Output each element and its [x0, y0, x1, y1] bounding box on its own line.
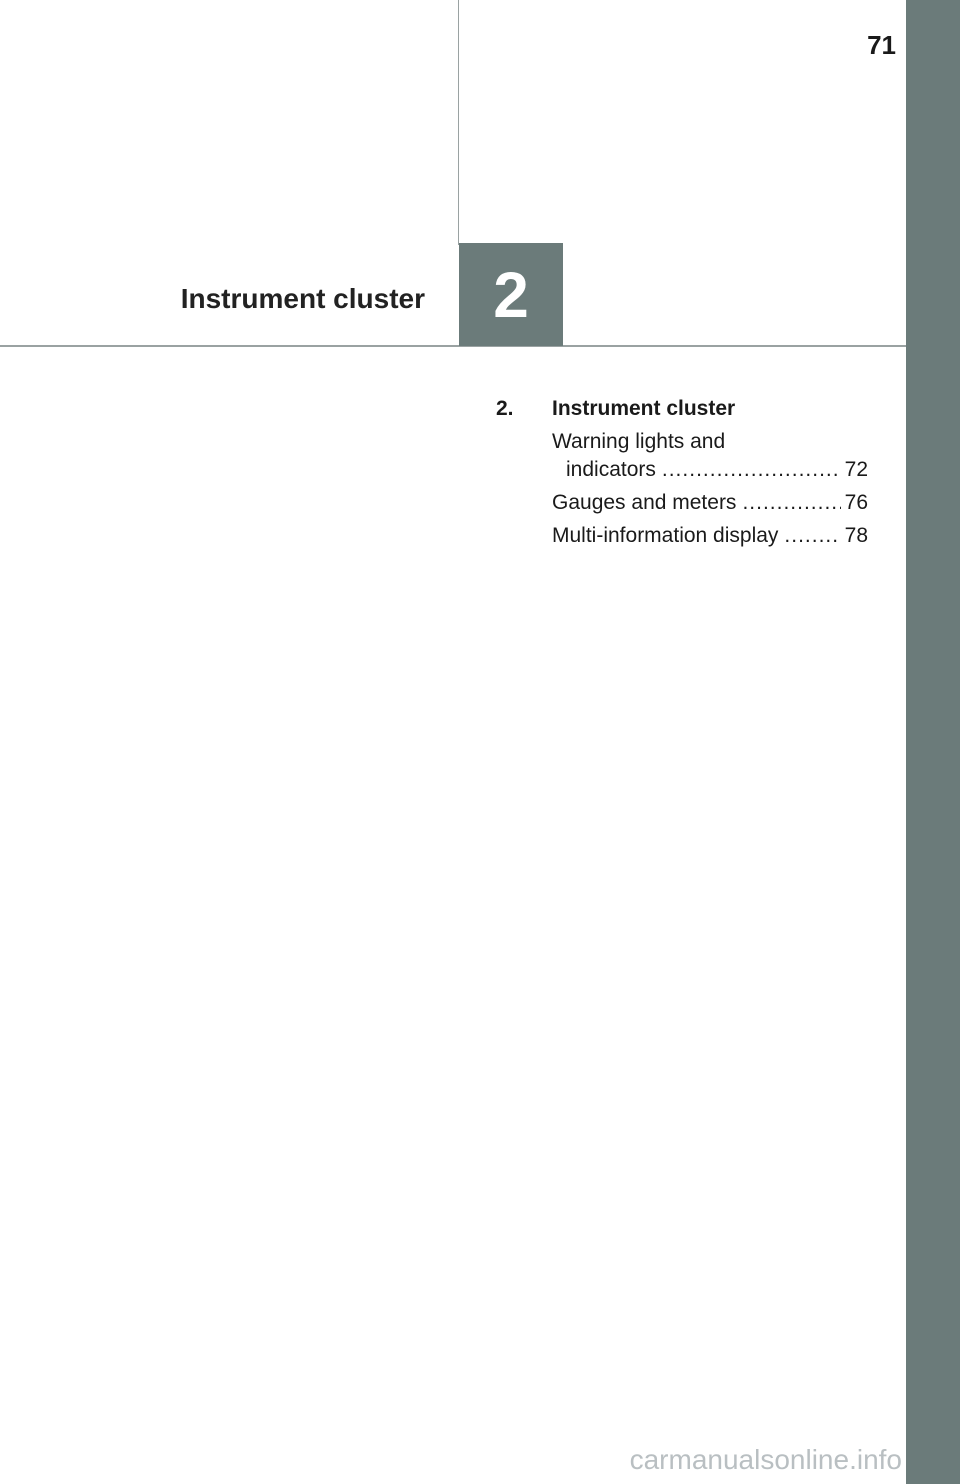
toc-section-number: 2.	[496, 397, 514, 420]
toc-leader-dots	[656, 456, 841, 484]
watermark: carmanualsonline.info	[629, 1444, 902, 1475]
toc-entry-gauges-meters[interactable]	[552, 489, 868, 517]
toc-entry-label: Multi-information display	[552, 524, 779, 547]
toc-entry-page: 72	[844, 458, 868, 481]
toc-entry-page: 76	[844, 491, 868, 514]
side-tab	[906, 0, 960, 1484]
toc-section-heading	[496, 395, 868, 423]
toc-entry-warning-lights[interactable]	[552, 428, 868, 484]
table-of-contents	[496, 395, 868, 555]
vertical-rule	[458, 0, 459, 245]
page-number: 71	[867, 30, 896, 60]
chapter-number-badge	[459, 243, 563, 346]
chapter-number: 2	[493, 258, 529, 331]
toc-entry-label-continued: indicators	[566, 458, 656, 481]
toc-entry-label: Gauges and meters	[552, 491, 737, 514]
horizontal-rule	[0, 345, 906, 347]
toc-entry-multi-information-display[interactable]	[552, 522, 868, 550]
toc-section-title: Instrument cluster	[552, 397, 736, 420]
toc-leader-dots	[736, 489, 840, 517]
toc-leader-dots	[778, 522, 840, 550]
toc-entry-page: 78	[844, 524, 868, 547]
chapter-title: Instrument cluster	[180, 283, 425, 314]
toc-entry-label: Warning lights and	[552, 430, 726, 453]
